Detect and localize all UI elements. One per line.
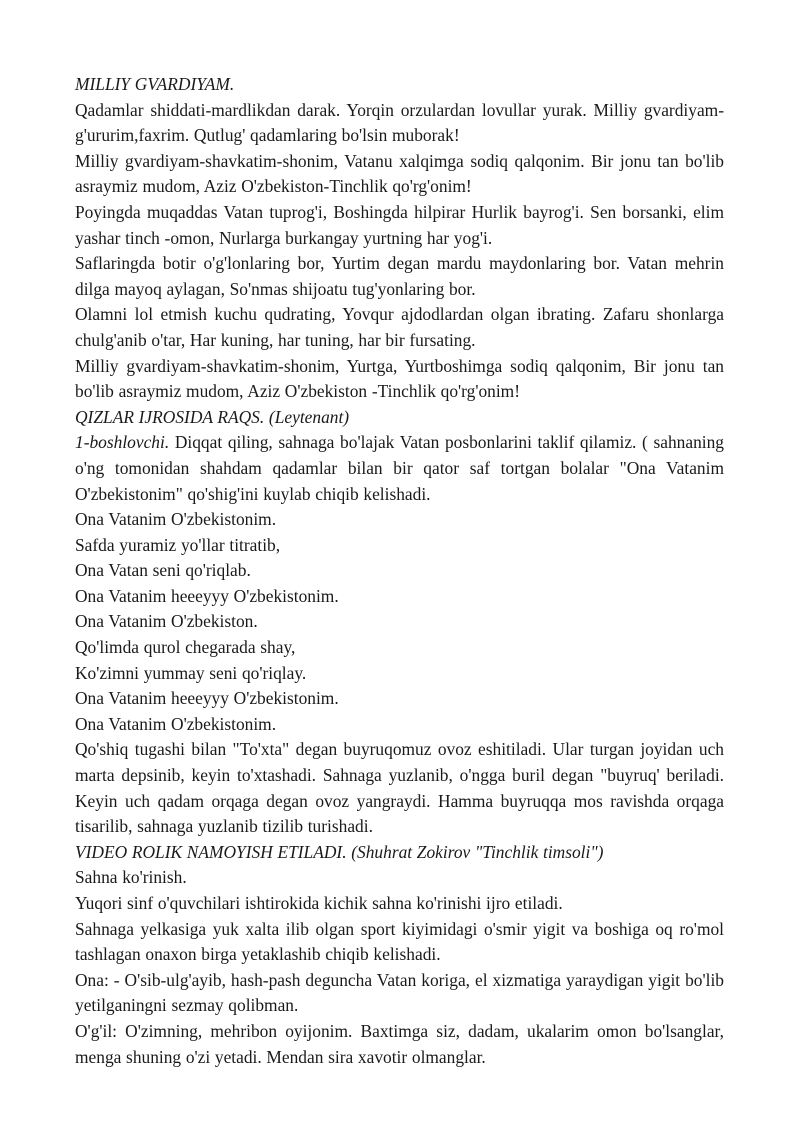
scene-note-2: Yuqori sinf o'quvchilari ishtirokida kichik sahna ko'rinishi ijro etiladi. (75, 893, 563, 913)
dialogue-ona: Ona: - O'sib-ulg'ayib, hash-pash deguncha Vatan koriga, el xizmatiga yaraydigan yigit bo'lib yetilganingni sezmay qolibman. (75, 969, 724, 1016)
song-line-3: Ona Vatan seni qo'riqlab. (75, 560, 251, 581)
stage-direction-qoshiq: Qo'shiq tugashi bilan "To'xta" degan buyruqomuz ovoz eshitiladi. Ular turgan joyidan uch marta depsinib, keyin to'xtashadi. Sahnaga yuzlanib, o'ngga buril degan "buyruq' beriladi. Keyin uch qadam orqaga degan ovoz yangraydi. Hamma buyruqqa mos ravishda orqaga tisarilib, sahnaga yuzlanib tizilib turishadi. (75, 739, 724, 837)
scene-note-3: Sahnaga yelkasiga yuk xalta ilib olgan sport kiyimidagi o'smir yigit va boshiga oq ro'mol tashlagan onaxon birga yetaklashib chiqib kelishadi. (75, 918, 724, 965)
verse-paragraph-3: Poyingda muqaddas Vatan tuprog'i, Boshingda hilpirar Hurlik bayrog'i. Sen borsanki, elim yashar tinch -omon, Nurlarga burkangay yurtning har yog'i. (75, 201, 724, 248)
verse-paragraph-1: Qadamlar shiddati-mardlikdan darak. Yorqin orzulardan lovullar yurak. Milliy gvardiyam-g'ururim,faxrim. Qutlug' qadamlaring bo'lsin muborak! (75, 99, 724, 146)
song-line-6: Qo'limda qurol chegarada shay, (75, 637, 296, 658)
presenter-1-label: 1-boshlovchi. (75, 432, 170, 453)
verse-paragraph-5: Olamni lol etmish kuchu qudrating, Yovqur ajdodlardan olgan ibrating. Zafaru shonlarga chulg'anib o'tar, Har kuning, har tuning, har bir fursating. (75, 304, 724, 350)
stage-direction-video: VIDEO ROLIK NAMOYISH ETILADI. (Shuhrat Zokirov "Tinchlik timsoli") (75, 841, 604, 862)
document-text-body (75, 72, 724, 1070)
presenter-1-text: Diqqat qiling, sahnaga bo'lajak Vatan posbonlarini taklif qilamiz. ( sahnaning o'ng tomonidan shahdam qadamlar bilan bir qator saf tortgan bolalar "Ona Vatanim O'zbekistonim" qo'shig'ini kuylab chiqib kelishadi. (75, 432, 724, 504)
song-line-7: Ko'zimni yummay seni qo'riqlay. (75, 662, 307, 683)
stage-direction-qizlar: QIZLAR IJROSIDA RAQS. (Leytenant) (75, 406, 350, 427)
song-line-4: Ona Vatanim heeeyyy O'zbekistonim. (75, 585, 339, 606)
verse-paragraph-6: Milliy gvardiyam-shavkatim-shonim, Yurtga, Yurtboshimga sodiq qalqonim, Bir jonu tan bo'lib asraymiz mudom, Aziz O'zbekiston -Tinchlik qo'rg'onim! (75, 355, 724, 402)
dialogue-ogil: O'g'il: O'zimning, mehribon oyijonim. Baxtimga siz, dadam, ukalarim omon bo'lsanglar, menga shuning o'zi yetadi. Mendan sira xavotir olmanglar. (75, 1020, 724, 1067)
song-line-1: Ona Vatanim O'zbekistonim. (75, 509, 277, 530)
heading-milliy-gvardiyam: MILLIY GVARDIYAM. (75, 74, 235, 94)
song-line-5: Ona Vatanim O'zbekiston. (75, 611, 258, 632)
verse-paragraph-4: Saflaringda botir o'g'lonlaring bor, Yurtim degan mardu maydonlaring bor. Vatan mehrin dilga mayoq aylagan, So'nmas shijoatu tug'yonlaring bor. (75, 253, 724, 299)
song-line-8: Ona Vatanim heeeyyy O'zbekistonim. (75, 688, 339, 709)
song-line-9: Ona Vatanim O'zbekistonim. (75, 713, 277, 734)
presenter-1-cue (75, 430, 724, 507)
verse-paragraph-2: Milliy gvardiyam-shavkatim-shonim, Vatanu xalqimga sodiq qalqonim. Bir jonu tan bo'lib asraymiz mudom, Aziz O'zbekiston-Tinchlik qo'rg'onim! (75, 150, 724, 197)
scene-note-1: Sahna ko'rinish. (75, 867, 187, 888)
song-line-2: Safda yuramiz yo'llar titratib, (75, 534, 281, 555)
